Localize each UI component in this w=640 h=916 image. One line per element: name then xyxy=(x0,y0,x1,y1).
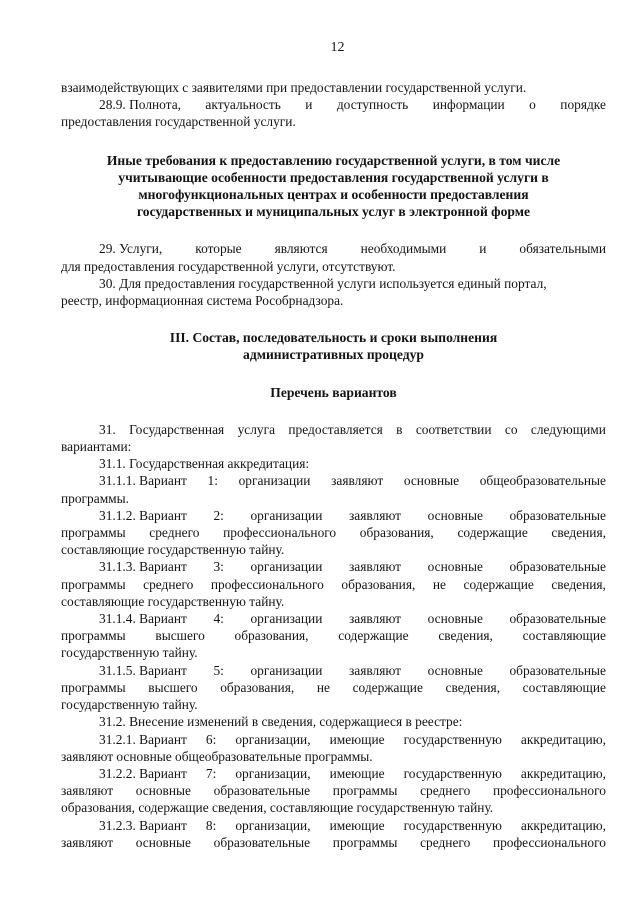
justified-line xyxy=(61,662,606,679)
word: среднего xyxy=(420,834,471,850)
word: образования, xyxy=(341,576,416,592)
heading-line: III. Состав, последовательность и сроки выполнения xyxy=(169,330,498,346)
word: 31.2.3. Вариант xyxy=(99,817,187,833)
heading-line: Перечень вариантов xyxy=(270,384,397,400)
justified-line xyxy=(61,96,606,113)
word: 31.1.4. Вариант xyxy=(99,611,187,627)
justified-line xyxy=(61,782,606,799)
justified-line xyxy=(61,610,606,627)
word: заявляют xyxy=(61,783,114,799)
word: являются xyxy=(274,241,328,257)
word: заявляют xyxy=(348,507,402,523)
word: организации xyxy=(238,473,311,489)
word: основные xyxy=(427,507,483,523)
word: аккредитацию, xyxy=(520,731,606,747)
word: сведения, xyxy=(551,525,606,541)
word: организации, xyxy=(235,817,311,833)
word: 1: xyxy=(207,473,218,489)
word: доступность xyxy=(336,97,409,113)
text-line: 31.2. Внесение изменений в сведения, содержащиеся в реестре: xyxy=(99,714,463,730)
word: образовательные xyxy=(509,611,606,627)
page-number: 12 xyxy=(330,40,345,55)
word: 31. xyxy=(99,421,116,437)
word: образования, xyxy=(234,628,309,644)
word: 28.9. Полнота, xyxy=(99,97,181,113)
word: 4: xyxy=(213,611,224,627)
word: информации xyxy=(432,97,505,113)
spacer xyxy=(61,364,606,384)
word: Государственная xyxy=(129,421,225,437)
word: сведения, xyxy=(445,679,501,695)
text-line: 30. Для предоставления государственной услуги используется единый портал, xyxy=(99,275,547,291)
word: содержащие xyxy=(463,576,534,592)
text-line: государственную тайну. xyxy=(61,645,198,661)
section-heading xyxy=(61,152,606,221)
word: содержащие xyxy=(457,525,528,541)
word: среднего xyxy=(149,525,200,541)
section-heading xyxy=(61,329,606,363)
word: и xyxy=(305,97,313,113)
word: основные xyxy=(427,611,483,627)
word: 5: xyxy=(213,662,224,678)
word: предоставляется xyxy=(288,421,383,437)
word: профессионального xyxy=(223,525,337,541)
justified-line xyxy=(61,834,606,851)
word: 31.1.1. Вариант xyxy=(99,473,187,489)
word: не xyxy=(432,576,446,592)
word: содержащие xyxy=(338,628,409,644)
word: среднего xyxy=(143,576,194,592)
text-line: составляющие государственную тайну. xyxy=(61,593,285,609)
word: 29. Услуги, xyxy=(99,241,163,257)
word: государственную xyxy=(403,731,502,747)
justified-line xyxy=(61,576,606,593)
heading-line: государственных и муниципальных услуг в электронной форме xyxy=(136,204,531,220)
word: заявляют xyxy=(348,611,402,627)
text-line: реестр, информационная система Рособрнадзора. xyxy=(61,293,344,309)
word: основные xyxy=(427,559,483,575)
justified-line xyxy=(61,731,606,748)
justified-line xyxy=(61,765,606,782)
word: 2: xyxy=(213,507,224,523)
word: которые xyxy=(195,241,242,257)
text-line: взаимодействующих с заявителями при предоставлении государственной услуги. xyxy=(61,80,527,95)
text-line: предоставления государственной услуги. xyxy=(61,114,296,130)
word: имеющие xyxy=(329,731,385,747)
word: актуальность xyxy=(205,97,281,113)
word: имеющие xyxy=(329,765,385,781)
word: высшего xyxy=(148,679,198,695)
word: заявляют xyxy=(331,473,384,489)
text-line: государственную тайну. xyxy=(61,697,198,713)
word: 6: xyxy=(205,731,217,747)
spacer xyxy=(61,131,606,152)
spacer xyxy=(61,220,606,240)
word: 31.2.2. Вариант xyxy=(99,765,187,781)
word: организации xyxy=(250,611,323,627)
spacer xyxy=(61,401,606,421)
word: порядке xyxy=(560,97,606,113)
text-line: образования, содержащие сведения, составляющие государственную тайну. xyxy=(61,800,494,816)
heading-line: многофункциональных центрах и особенности предоставления xyxy=(138,187,529,203)
heading-line: учитывающие особенности предоставления государственной услуги в xyxy=(118,169,549,185)
word: 31.1.5. Вариант xyxy=(99,662,187,678)
word: образовательные xyxy=(213,834,311,850)
word: услуга xyxy=(237,421,276,437)
word: общеобразовательные xyxy=(479,473,606,489)
word: основные xyxy=(135,783,191,799)
justified-line xyxy=(61,627,606,644)
word: аккредитацию, xyxy=(520,765,606,781)
word: имеющие xyxy=(329,817,385,833)
word: образовательные xyxy=(509,507,606,523)
word: сведения, xyxy=(438,628,493,644)
word: профессионального xyxy=(492,834,606,850)
justified-line xyxy=(61,472,606,489)
word: образовательные xyxy=(213,783,311,799)
word: не xyxy=(316,679,330,695)
word: организации xyxy=(250,662,323,678)
word: со xyxy=(504,421,518,437)
justified-line xyxy=(61,817,606,834)
word: организации, xyxy=(235,731,311,747)
word: основные xyxy=(427,662,483,678)
word: образовательные xyxy=(509,559,606,575)
word: обязательными xyxy=(519,241,606,257)
word: государственную xyxy=(403,765,502,781)
justified-line xyxy=(61,421,606,438)
word: сведения, xyxy=(551,576,606,592)
justified-line xyxy=(61,558,606,575)
word: профессионального xyxy=(492,783,606,799)
word: государственную xyxy=(403,817,502,833)
text-line: 31.1. Государственная аккредитация: xyxy=(99,456,310,472)
word: программы xyxy=(332,834,398,850)
word: и xyxy=(479,241,487,257)
word: программы xyxy=(61,628,126,644)
word: 31.1.3. Вариант xyxy=(99,559,187,575)
word: заявляют xyxy=(348,662,402,678)
word: необходимыми xyxy=(360,241,447,257)
text-line: для предоставления государственной услуги, отсутствуют. xyxy=(61,258,396,274)
text-line: составляющие государственную тайну. xyxy=(61,542,285,558)
document-body xyxy=(61,79,606,851)
word: заявляют xyxy=(348,559,402,575)
section-heading xyxy=(61,384,606,401)
text-line: программы. xyxy=(61,490,129,506)
word: программы xyxy=(332,783,398,799)
word: в xyxy=(396,421,403,437)
word: профессионального xyxy=(210,576,324,592)
word: организации, xyxy=(235,765,311,781)
word: образования, xyxy=(220,679,295,695)
word: основные xyxy=(403,473,460,489)
word: организации xyxy=(250,559,323,575)
word: 3: xyxy=(213,559,224,575)
word: составляющие xyxy=(522,679,606,695)
heading-line: Иные требования к предоставлению государственной услуги, в том числе xyxy=(106,152,561,168)
word: аккредитацию, xyxy=(520,817,606,833)
text-line: заявляют основные общеобразовательные программы. xyxy=(61,748,373,764)
word: 8: xyxy=(205,817,217,833)
word: 31.1.2. Вариант xyxy=(99,507,187,523)
word: программы xyxy=(61,525,126,541)
justified-line xyxy=(61,507,606,524)
word: 31.2.1. Вариант xyxy=(99,731,187,747)
word: 7: xyxy=(205,765,217,781)
spacer xyxy=(61,309,606,329)
justified-line xyxy=(61,240,606,257)
word: среднего xyxy=(420,783,471,799)
word: программы xyxy=(61,576,126,592)
word: следующими xyxy=(530,421,606,437)
justified-line xyxy=(61,524,606,541)
word: образования, xyxy=(359,525,434,541)
word: соответствии xyxy=(415,421,492,437)
word: основные xyxy=(135,834,191,850)
word: организации xyxy=(250,507,323,523)
word: высшего xyxy=(155,628,205,644)
heading-line: административных процедур xyxy=(243,347,424,363)
text-line: вариантами: xyxy=(61,439,132,455)
word: составляющие xyxy=(522,628,606,644)
word: образовательные xyxy=(509,662,606,678)
word: программы xyxy=(61,679,126,695)
word: о xyxy=(529,97,536,113)
word: заявляют xyxy=(61,834,114,850)
word: содержащие xyxy=(352,679,423,695)
justified-line xyxy=(61,679,606,696)
